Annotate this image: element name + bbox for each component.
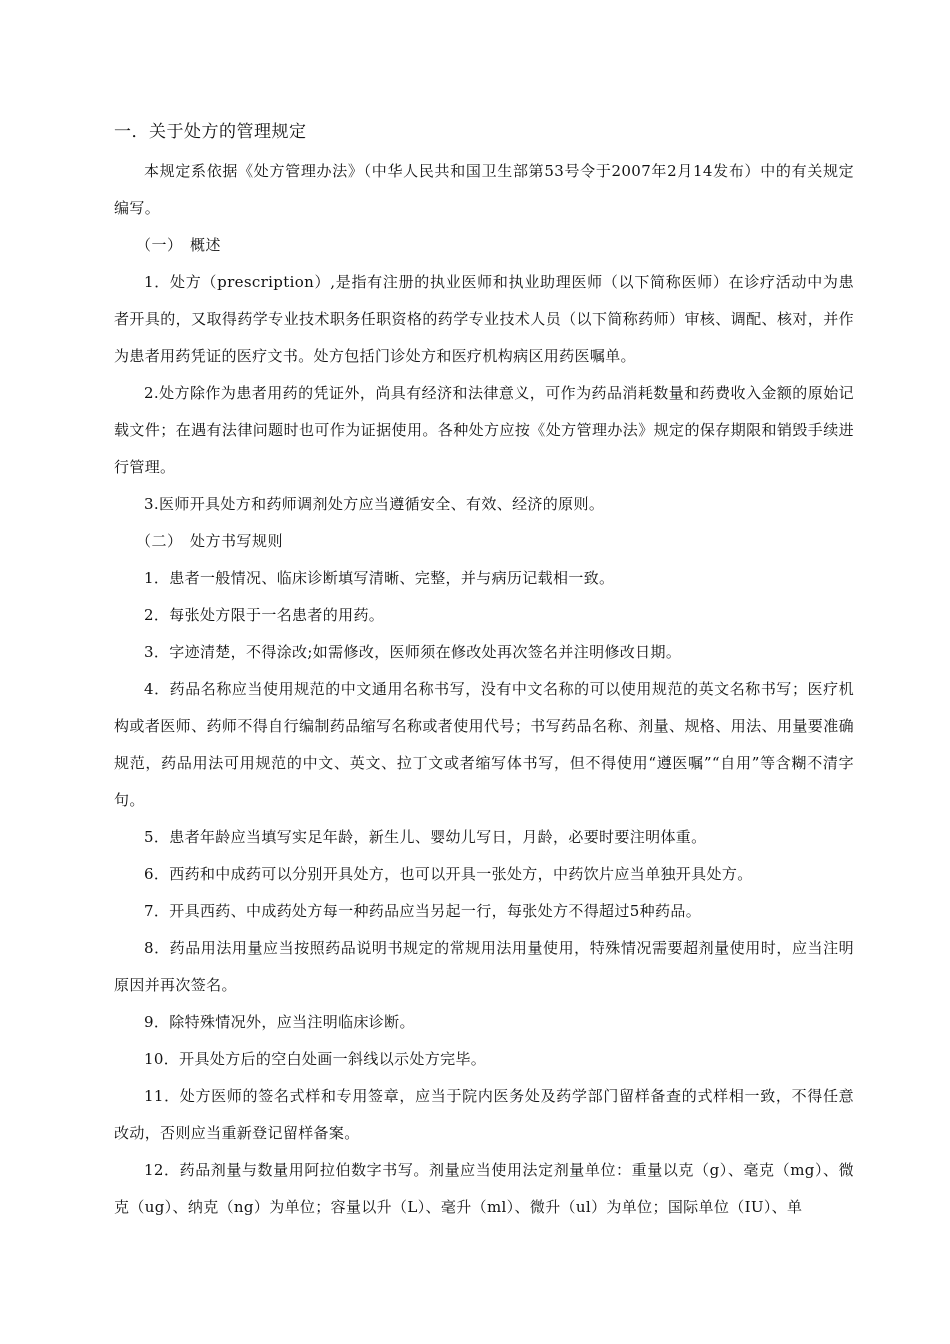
subsection-title: 概述 [190, 236, 222, 254]
rule-item-12: 12．药品剂量与数量用阿拉伯数字书写。剂量应当使用法定剂量单位：重量以克（g）、毫克（mg）、微克（ug）、纳克（ng）为单位；容量以升（L）、毫升（ml）、微升（ul）为单位；国际单位（IU）、单 [114, 1161, 854, 1216]
subsection-number: （一） [136, 236, 183, 254]
section-heading: 一．关于处方的管理规定 [114, 122, 307, 142]
subsection-number: （二） [136, 532, 183, 550]
rule-item-2: 2．每张处方限于一名患者的用药。 [144, 606, 385, 624]
document-body [114, 116, 854, 1226]
rule-item-5: 5．患者年龄应当填写实足年龄，新生儿、婴幼儿写日，月龄，必要时要注明体重。 [144, 828, 707, 846]
rule-item-10: 10．开具处方后的空白处画一斜线以示处方完毕。 [144, 1050, 487, 1068]
subsection-heading-writing-rules [114, 523, 854, 560]
subsection-title: 处方书写规则 [190, 532, 284, 550]
subsection-heading-overview [114, 227, 854, 264]
rule-item-4: 4．药品名称应当使用规范的中文通用名称书写，没有中文名称的可以使用规范的英文名称书写；医疗机构或者医师、药师不得自行编制药品缩写名称或者使用代号；书写药品名称、剂量、规格、用法、用量要准确规范，药品用法可用规范的中文、英文、拉丁文或者缩写体书写，但不得使用“遵医嘱”“自用”等含糊不清字句。 [114, 680, 854, 809]
overview-item-2: 2.处方除作为患者用药的凭证外，尚具有经济和法律意义，可作为药品消耗数量和药费收入金额的原始记载文件；在遇有法律问题时也可作为证据使用。各种处方应按《处方管理办法》规定的保存期限和销毁手续进行管理。 [114, 384, 854, 476]
rule-item-3: 3．字迹清楚，不得涂改;如需修改，医师须在修改处再次签名并注明修改日期。 [144, 643, 682, 661]
rule-item-1: 1．患者一般情况、临床诊断填写清晰、完整，并与病历记载相一致。 [144, 569, 615, 587]
intro-paragraph: 本规定系依据《处方管理办法》（中华人民共和国卫生部第53号令于2007年2月14发布）中的有关规定编写。 [114, 162, 854, 217]
rule-item-6: 6．西药和中成药可以分别开具处方，也可以开具一张处方，中药饮片应当单独开具处方。 [144, 865, 753, 883]
overview-item-3: 3.医师开具处方和药师调剂处方应当遵循安全、有效、经济的原则。 [144, 495, 605, 513]
rule-item-7: 7．开具西药、中成药处方每一种药品应当另起一行，每张处方不得超过5种药品。 [144, 902, 702, 920]
rule-item-11: 11．处方医师的签名式样和专用签章，应当于院内医务处及药学部门留样备查的式样相一致，不得任意改动，否则应当重新登记留样备案。 [114, 1087, 854, 1142]
rule-item-9: 9．除特殊情况外，应当注明临床诊断。 [144, 1013, 415, 1031]
overview-item-1: 1．处方（prescription）,是指有注册的执业医师和执业助理医师（以下简称医师）在诊疗活动中为患者开具的，又取得药学专业技术职务任职资格的药学专业技术人员（以下简称药师）审核、调配、核对，并作为患者用药凭证的医疗文书。处方包括门诊处方和医疗机构病区用药医嘱单。 [114, 273, 854, 365]
rule-item-8: 8．药品用法用量应当按照药品说明书规定的常规用法用量使用，特殊情况需要超剂量使用时，应当注明原因并再次签名。 [114, 939, 854, 994]
